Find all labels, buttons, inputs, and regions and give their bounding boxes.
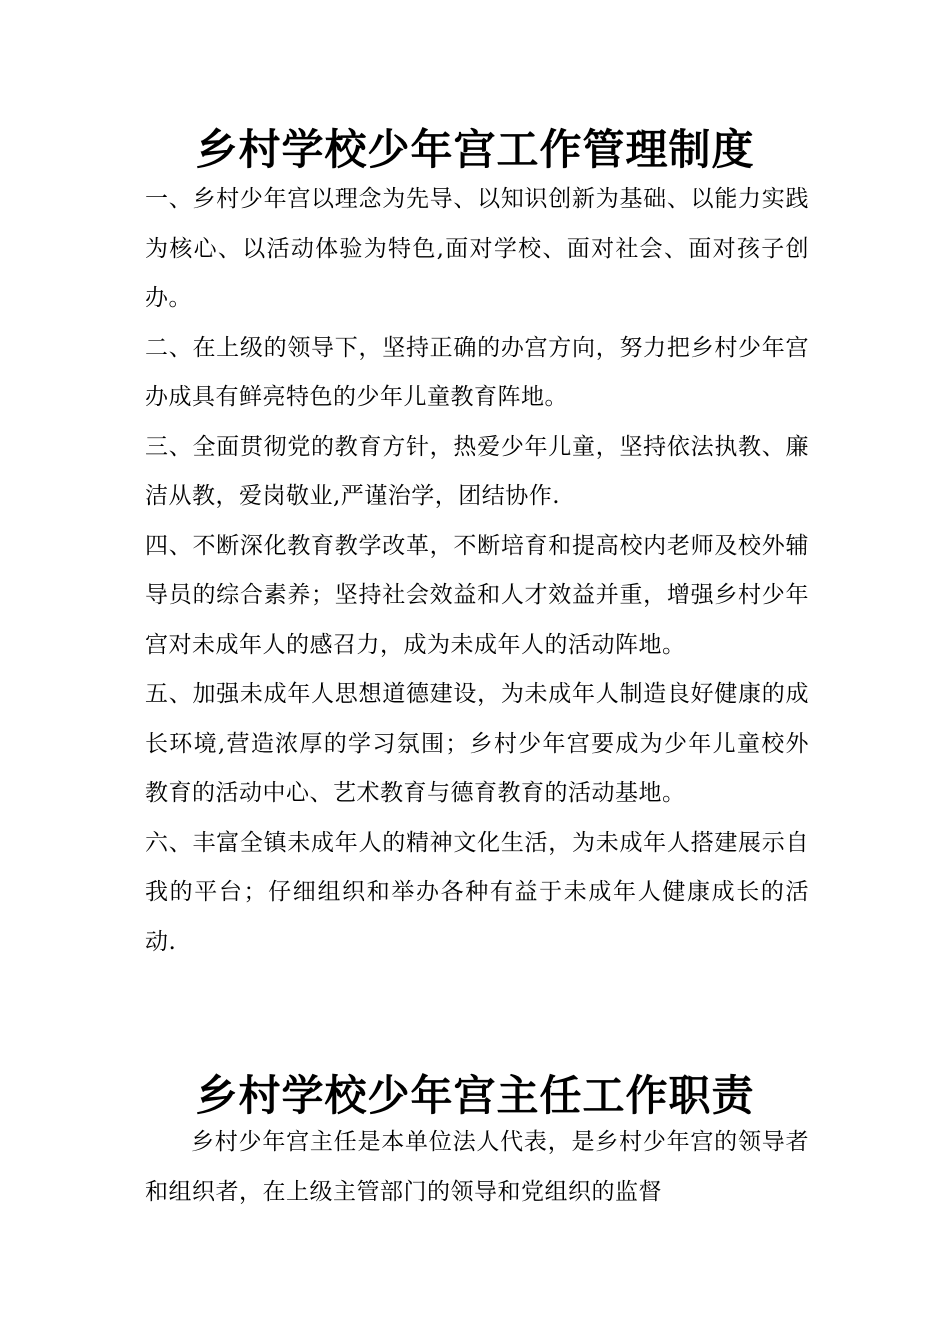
regulation-item-2: 二、在上级的领导下，坚持正确的办宫方向，努力把乡村少年宫办成具有鲜亮特色的少年儿童教育阵地。 — [145, 334, 809, 410]
regulation-item-3: 三、全面贯彻党的教育方针，热爱少年儿童，坚持依法执教、廉洁从教，爱岗敬业,严谨治学，团结协作. — [145, 433, 809, 509]
regulation-item-5: 五、加强未成年人思想道德建设，为未成年人制造良好健康的成长环境,营造浓厚的学习氛围；乡村少年宫要成为少年儿童校外教育的活动中心、艺术教育与德育教育的活动基地。 — [145, 681, 809, 806]
regulation-item-6: 六、丰富全镇未成年人的精神文化生活，为未成年人搭建展示自我的平台；仔细组织和举办各种有益于未成年人健康成长的活动. — [145, 829, 809, 955]
regulations-list — [145, 175, 809, 967]
duties-intro-paragraph: 乡村少年宫主任是本单位法人代表，是乡村少年宫的领导者和组织者，在上级主管部门的领导和党组织的监督 — [145, 1129, 809, 1205]
regulation-item-4: 四、不断深化教育教学改革，不断培育和提高校内老师及校外辅导员的综合素养；坚持社会效益和人才效益并重，增强乡村少年宫对未成年人的感召力，成为未成年人的活动阵地。 — [145, 532, 809, 658]
regulation-item-1: 一、乡村少年宫以理念为先导、以知识创新为基础、以能力实践为核心、以活动体验为特色,面对学校、面对社会、面对孩子创办。 — [145, 186, 809, 311]
document-title: 乡村学校少年宫工作管理制度 — [195, 125, 755, 174]
duties-section — [145, 1118, 809, 1217]
section-title: 乡村学校少年宫主任工作职责 — [195, 1071, 755, 1120]
